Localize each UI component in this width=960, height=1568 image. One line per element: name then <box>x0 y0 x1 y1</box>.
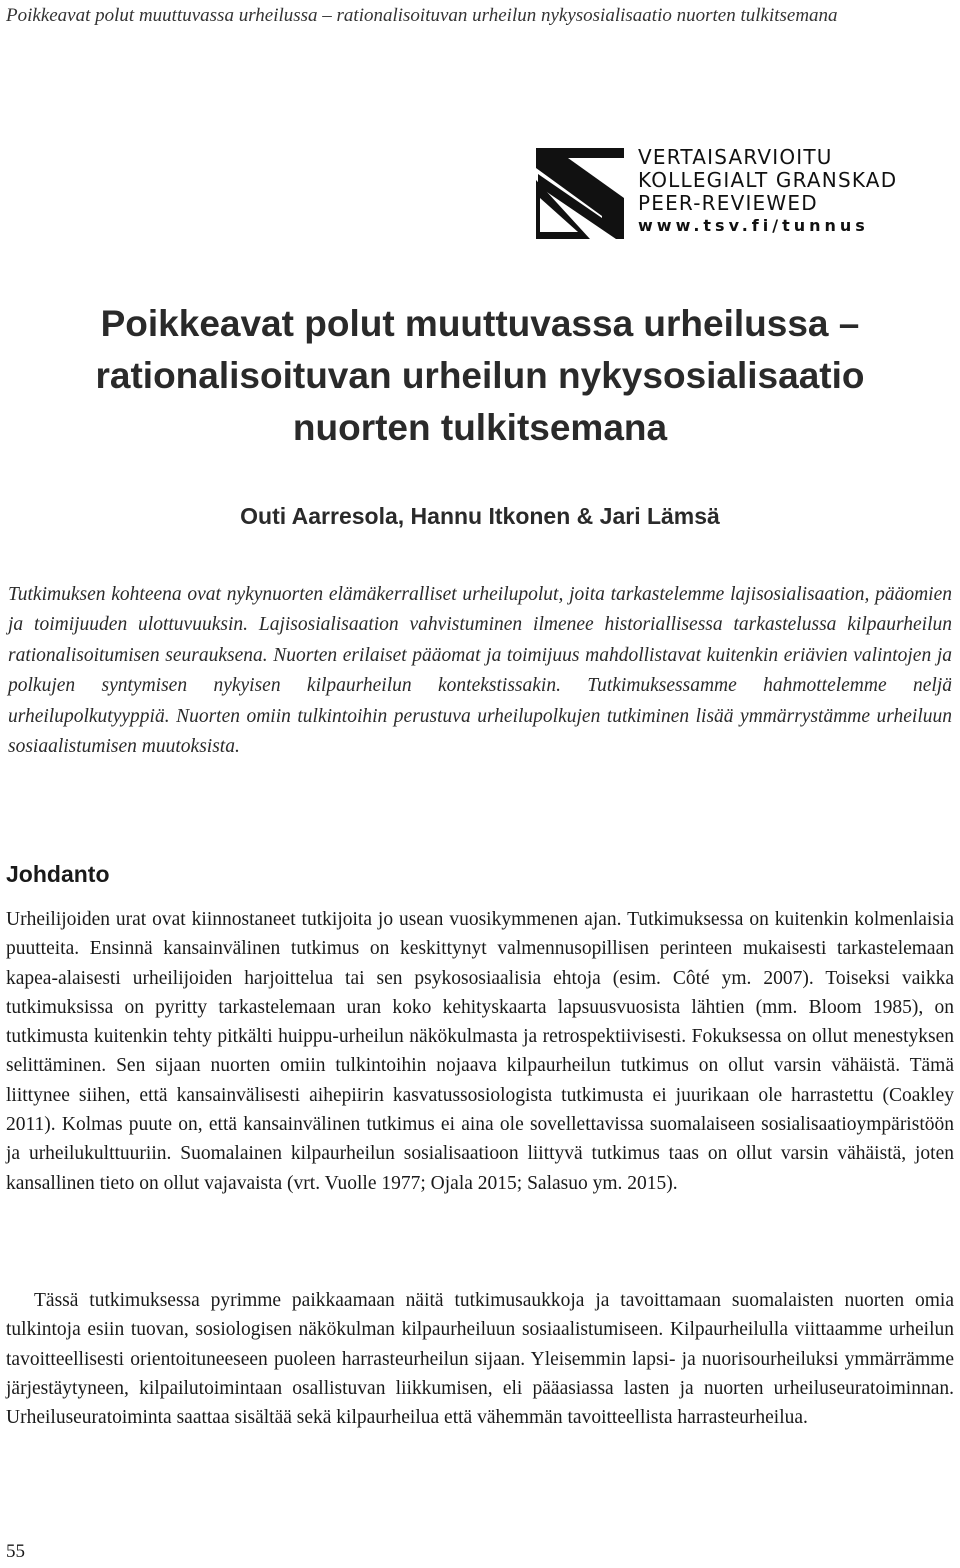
article-abstract: Tutkimuksen kohteena ovat nykynuorten elämäkerralliset urheilupolut, joita tarkastelemme lajisosialisaation, pääomien ja toimijuuden ulottuvuuksin. Lajisosialisaation vahvistuminen ilmenee historiallisessa tarkastelussa kilpaurheilun rationalisoitumisen seurauksena. Nuorten erilaiset pääomat ja toimijuus mahdollistavat kuitenkin eriävien valintojen ja polkujen syntymisen nykyisen kilpaurheilun kontekstissakin. Tutkimuksessamme hahmottelemme neljä urheilupolkutyyppiä. Nuorten omiin tulkintoihin perustuva urheilupolkujen tutkiminen lisää ymmärrystämme urheiluun sosiaalistumisen muutoksista. <box>8 584 952 758</box>
logo-line-en: PEER-REVIEWED <box>638 191 818 215</box>
page-number: 55 <box>6 1541 25 1562</box>
logo-url: www.tsv.fi/tunnus <box>638 216 869 235</box>
peer-review-mark-icon <box>530 146 630 241</box>
section-heading: Johdanto <box>6 861 110 887</box>
title-line-3: nuorten tulkitsemana <box>292 407 668 448</box>
peer-review-logo <box>530 146 940 241</box>
logo-line-fi: VERTAISARVIOITU <box>638 145 833 169</box>
title-line-2: rationalisoituvan urheilun nykysosialisaatio <box>95 355 865 396</box>
article-authors: Outi Aarresola, Hannu Itkonen & Jari Lämsä <box>240 503 720 529</box>
running-header: Poikkeavat polut muuttuvassa urheilussa – rationalisoituvan urheilun nykysosialisaatio nuorten tulkitsemana <box>6 5 838 26</box>
body-paragraph-1: Urheilijoiden urat ovat kiinnostaneet tutkijoita jo usean vuosikymmenen ajan. Tutkimuksessa on kuitenkin kolmenlaisia puutteita. Ensinnä kansainvälinen tutkimus on keskittynyt valmennusopillisen perinteen mukaisesti tarkastelemaan kapea-alaisesti urheilijoiden harjoittelua tai sen psykososiaalisia ehtoja (esim. Côté ym. 2007). Toiseksi vaikka tutkimuksissa on pyritty tarkastelemaan uran koko kehityskaarta lapsuusvuosista lähtien (mm. Bloom 1985), on tutkimusta kuitenkin tehty pitkälti huippu-urheilun näkökulmasta ja retrospektiivisesti. Fokuksessa on ollut menestyksen selittäminen. Sen sijaan nuorten omiin tulkintoihin nojaava kilpaurheilun tutkimus on ollut varsin vähäistä. Tämä liittynee siihen, että kansainvälisesti aihepiirin kasvatussosiologista tutkimusta ei juurikaan ole harrastettu (Coakley 2011). Kolmas puute on, että kansainvälinen tutkimus ei aina ole sovellettavissa suomalaiseen sosialisaatioympäristöön ja urheilukulttuuriin. Suomalainen kilpaurheilun sosialisaatioon liittyvä tutkimus taas on ollut varsin vähäistä, joten kansallinen tieto on ollut vajavaista (vrt. Vuolle 1977; Ojala 2015; Salasuo ym. 2015). <box>6 909 954 1194</box>
body-paragraph-2: Tässä tutkimuksessa pyrimme paikkaamaan näitä tutkimusaukkoja ja tavoittamaan suomalaisten nuorten omia tulkintoja esiin tuovan, sosiologisen näkökulman kilpaurheiluun sosiaalistumiseen. Kilpaurheilulla viittaamme urheilun tavoitteellisesti orientoituneeseen puoleen harrasteurheilun sijaan. Yleisemmin lapsi- ja nuorisourheiluksi ymmärrämme järjestäytyneen, kilpailutoimintaan osallistuvan liikkumisen, eli pääasiassa lasten ja nuorten urheiluseuratoiminnan. Urheiluseuratoiminta saattaa sisältää sekä kilpaurheilua että vähemmän tavoitteellista harrasteurheilua. <box>6 1290 954 1429</box>
article-title <box>0 298 960 454</box>
title-line-1: Poikkeavat polut muuttuvassa urheilussa – <box>100 303 860 344</box>
logo-line-sv: KOLLEGIALT GRANSKAD <box>638 168 898 192</box>
